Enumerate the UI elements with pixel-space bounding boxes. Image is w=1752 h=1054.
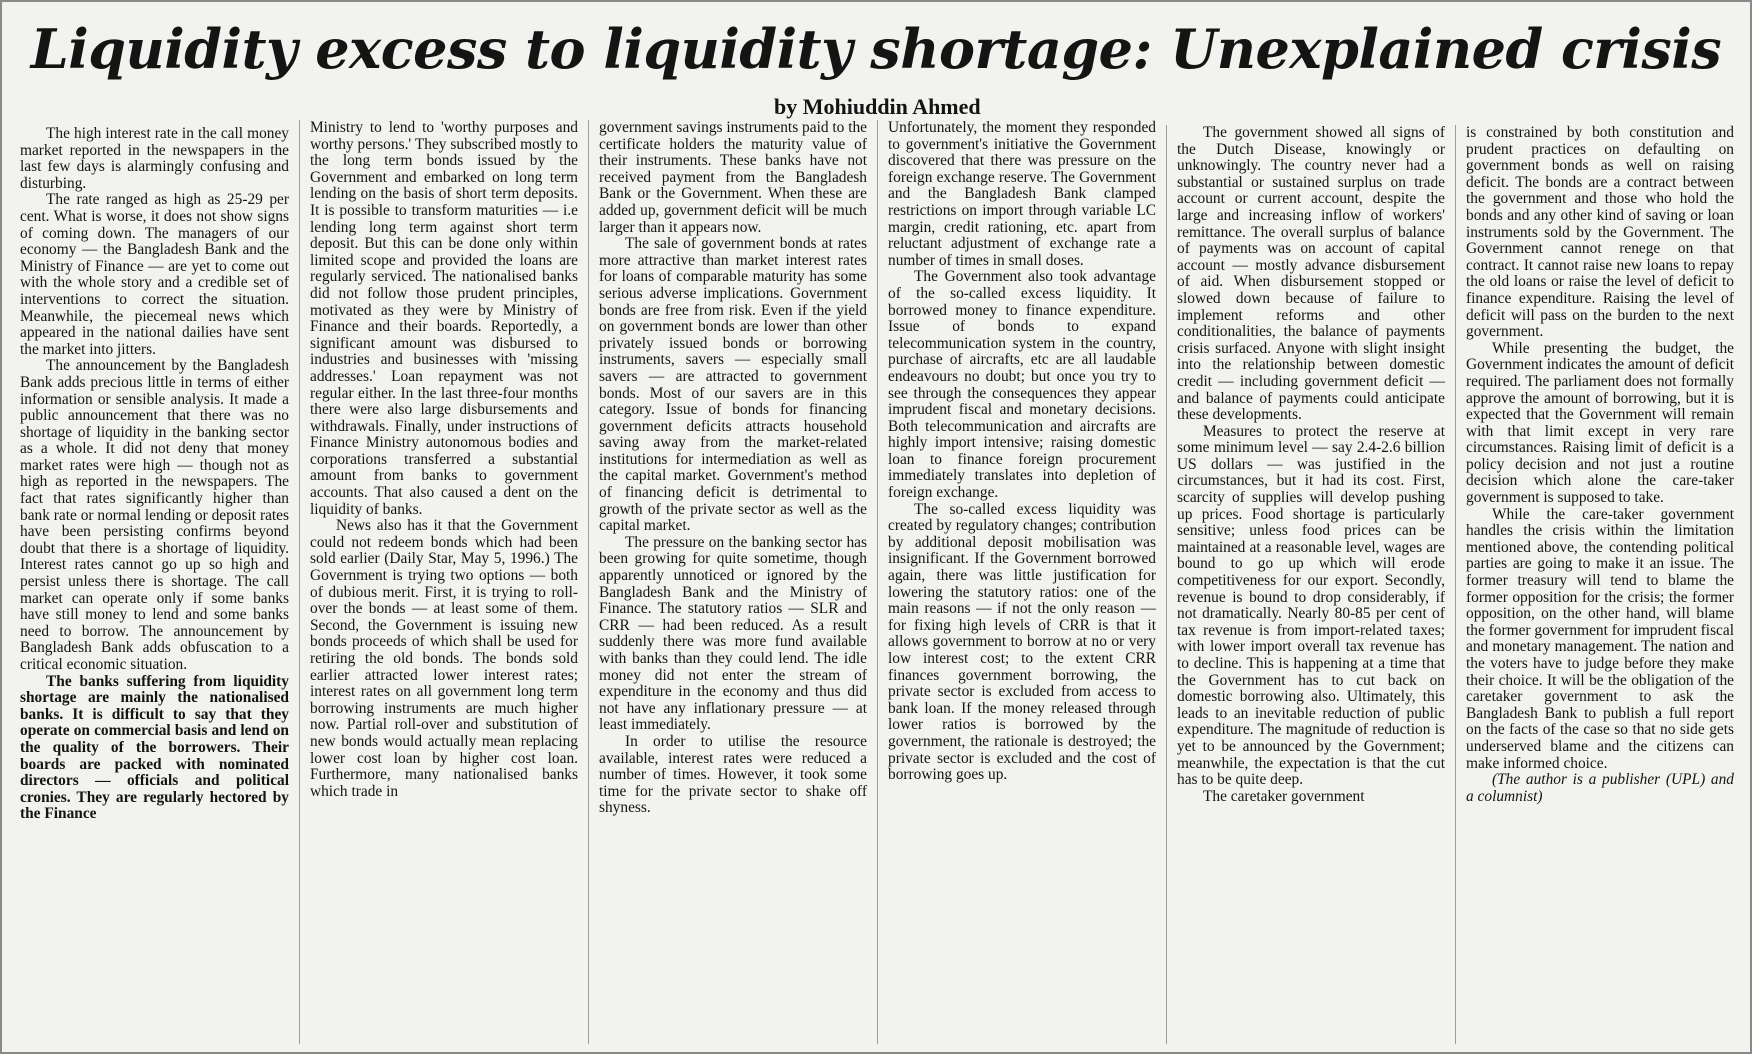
column-6 xyxy=(1455,125,1744,1044)
paragraph: The so-called excess liquidity was created by regulatory changes; contribution by additional deposit mobilisation was insignificant. If the Government borrowed again, there was little justification for lowering the statutory ratios: one of the main reasons — if not the only reason — for fixing high levels of CRR is that it allows government to borrow at no or very low interest cost; to the extent CRR finances government borrowing, the private sector is excluded from access to bank loan. If the money released through lower ratios is borrowed by the government, the rationale is destroyed; the private sector is excluded and the cost of borrowing goes up. xyxy=(888,500,1156,784)
paragraph: In order to utilise the resource available, interest rates were reduced a number of times. However, it took some time for the private sector to shake off shyness. xyxy=(599,732,867,817)
headline: Liquidity excess to liquidity shortage: Unexplained crisis xyxy=(30,17,1722,81)
paragraph: Unfortunately, the moment they responded to government's initiative the Government discovered that there was pressure on the foreign exchange reserve. The Government and the Bangladesh Bank clamped restrictions on import through variable LC margin, credit rationing, etc. apart from reluctant adjustment of exchange rate a number of times in small doses. xyxy=(888,120,1156,269)
paragraph: The caretaker government xyxy=(1203,787,1365,805)
paragraph: Measures to protect the reserve at some minimum level — say 2.4-2.6 billion US dollars — was justified in the circumstances, but it had its cost. First, scarcity of supplies will develop pushing up prices. Food shortage is particularly sensitive; unless food prices can be maintained at a reasonable level, wages are bound to go up which will erode competitiveness for our export. Secondly, revenue is bound to drop considerably, if not dramatically. Nearly 80-85 per cent of tax revenue is from import-related taxes; with lower import overall tax revenue has to decline. This is happening at a time that the Government has to cut back on domestic borrowing also. Ultimately, this leads to an inevitable reduction of public expenditure. The magnitude of reduction is yet to be announced by the Government; meanwhile, the expectation is that the cut has to be quite deep. xyxy=(1177,422,1445,789)
article-columns xyxy=(10,120,1744,1044)
paragraph: is constrained by both constitution and prudent practices on defaulting on government bonds as well on raising deficit. The bonds are a contract between the government and those who hold the bonds and any other kind of saving or loan instruments sold by the Government. The Government cannot renege on that contract. It cannot raise new loans to repay the old loans or raise the level of deficit to finance expenditure. Raising the level of deficit will pass on the burden to the next government. xyxy=(1466,125,1734,341)
paragraph: The announcement by the Bangladesh Bank adds precious little in terms of either information or sensible analysis. It made a public announcement that there was no shortage of liquidity in the banking sector as a whole. It did not deny that money market rates were high — though not as high as reported in the newspapers. The fact that rates significantly higher than bank rate or normal lending or deposit rates have been persisting confirms beyond doubt that there is a shortage of liquidity. Interest rates cannot go up so high and persist unless there is shortage. The call market can operate only if some banks have still money to lend and some banks need to borrow. The announcement by Bangladesh Bank adds obfuscation to a critical economic situation. xyxy=(20,357,289,673)
paragraph: government savings instruments paid to the certificate holders the maturity value of their instruments. These banks have not received payment from the Bangladesh Bank or the Government. When these are added up, government deficit will be much larger than it appears now. xyxy=(599,120,868,236)
paragraph: The Government also took advantage of the so-called excess liquidity. It borrowed money to finance expenditure. Issue of bonds to expand telecommunication system in the country, purchase of aircrafts, etc are all laudable endeavours no doubt; but once you try to see through the consequences they appear imprudent fiscal and monetary decisions. Both telecommunication and aircrafts are highly import intensive; raising domestic loan to finance foreign procurement immediately translates into depletion of foreign exchange. xyxy=(888,268,1156,502)
paragraph: The rate ranged as high as 25-29 per cent. What is worse, it does not show signs of coming down. The managers of our economy — the Bangladesh Bank and the Ministry of Finance — are yet to come out with the whole story and a credible set of interventions to correct the situation. Meanwhile, the piecemeal news which appeared in the national dailies have sent the market into jitters. xyxy=(20,191,289,358)
column-2 xyxy=(299,120,588,1044)
column-1 xyxy=(10,126,299,1044)
column-5 xyxy=(1166,125,1455,1044)
paragraph: While presenting the budget, the Government indicates the amount of deficit required. The parliament does not formally approve the amount of borrowing, but it is expected that the Government will remain with that limit except in very rare circumstances. Raising limit of deficit is a policy decision and not just a routine decision which alone the care-taker government is supposed to take. xyxy=(1466,339,1734,507)
paragraph: The sale of government bonds at rates more attractive than market interest rates for loans of comparable maturity has some serious adverse implications. Government bonds are free from risk. Even if the yield on government bonds are lower than other privately issued bonds or borrowing instruments, savers — especially small savers — are attracted to government bonds. Most of our savers are in this category. Issue of bonds for financing government deficits attracts household saving away from the market-related institutions for intermediation as well as the capital market. Government's method of financing deficit is detrimental to growth of the private sector as well as the capital market. xyxy=(599,235,867,535)
paragraph: The high interest rate in the call money market reported in the newspapers in the last few days is alarmingly confusing and disturbing. xyxy=(20,126,289,192)
paragraph: The pressure on the banking sector has been growing for quite sometime, though apparently unnoticed or ignored by the Bangladesh Bank and the Ministry of Finance. The statutory ratios — SLR and CRR — had been reduced. As a result suddenly there was more fund available with banks than they could lend. The idle money did not enter the stream of expenditure in the economy and thus did not have any inflationary pressure — at least immediately. xyxy=(599,533,867,734)
byline: by Mohiuddin Ahmed xyxy=(774,94,981,119)
author-credit: (The author is a publisher (UPL) and a columnist) xyxy=(1466,771,1734,805)
paragraph: The banks suffering from liquidity shortage are mainly the nationalised banks. It is difficult to say that they operate on commercial basis and lend on the quality of the borrowers. Their boards are packed with nominated directors — officials and political cronies. They are regularly hectored by the Finance xyxy=(20,672,289,823)
column-3 xyxy=(588,120,877,1044)
paragraph: The government showed all signs of the Dutch Disease, knowingly or unknowingly. The country never had a substantial or sustained surplus on trade account or current account, despite the large and increasing inflow of workers' remittance. The overall surplus of balance of payments was on account of capital account — mostly advance disbursement of aid. When disbursement stopped or slowed down because of failure to implement reforms and other conditionalities, the balance of payments crisis surfaced. Anyone with slight insight into the relationship between domestic credit — including government deficit — and balance of payments could anticipate these developments. xyxy=(1177,125,1445,424)
paragraph: While the care-taker government handles the crisis within the limitation mentioned above, the contending political parties are going to make it an issue. The former treasury will tend to blame the former opposition for the crisis; the former opposition, on the other hand, will blame the former government for imprudent fiscal and monetary management. The nation and the voters have to judge before they make their choice. It will be the obligation of the caretaker government to ask the Bangladesh Bank to publish a full report on the facts of the case so that no side gets underserved blame and the citizens can make informed choice. xyxy=(1466,505,1734,772)
paragraph: Ministry to lend to 'worthy purposes and worthy persons.' They subscribed mostly to the long term bonds issued by the Government and embarked on long term lending on the basis of short term deposits. It is possible to transform maturities — i.e lending long term against short term deposit. But this can be done only within limited scope and provided the loans are regularly serviced. The nationalised banks did not follow those prudent principles, motivated as they were by Ministry of Finance and their boards. Reportedly, a significant amount was disbursed to industries and businesses with 'missing addresses.' Loan repayment was not regular either. In the last three-four months there were also large disbursements and withdrawals. Finally, under instructions of Finance Ministry autonomous bodies and corporations transferred a substantial amount from banks to government accounts. That also caused a dent on the liquidity of banks. xyxy=(310,120,578,518)
paragraph: News also has it that the Government could not redeem bonds which had been sold earlier (Daily Star, May 5, 1996.) The Government is trying two options — both of dubious merit. First, it is trying to roll-over the bonds — at least some of them. Second, the Government is issuing new bonds proceeds of which shall be used for retiring the old bonds. The bonds sold earlier attracted lower interest rates; interest rates on all government long term borrowing instruments are much higher now. Partial roll-over and substitution of new bonds would actually mean replacing lower cost loan by higher cost loan. Furthermore, many nationalised banks which trade in xyxy=(310,517,578,800)
column-4 xyxy=(877,120,1166,1044)
